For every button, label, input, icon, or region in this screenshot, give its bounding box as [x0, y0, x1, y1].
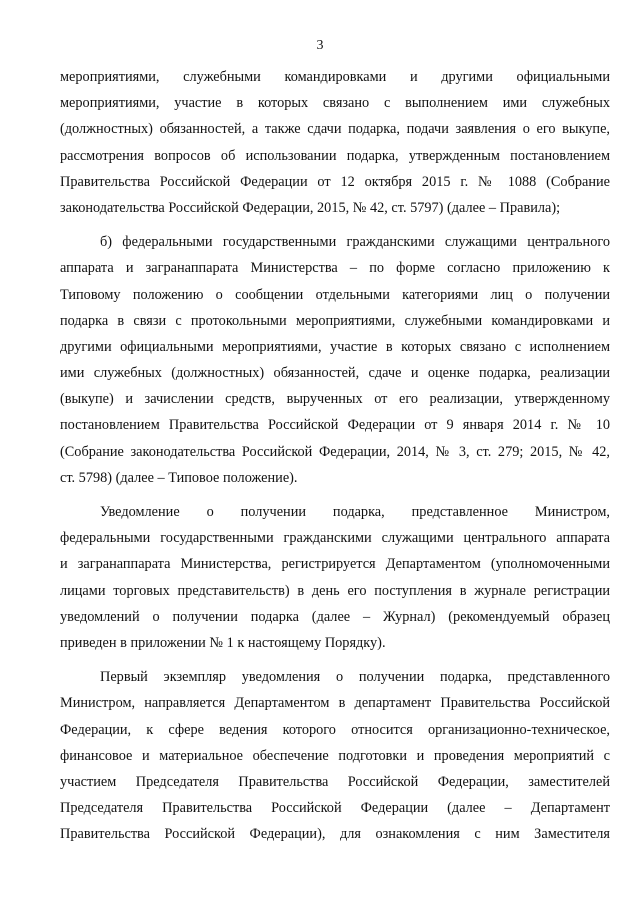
text-line: Первый экземпляр уведомления о получении подарка, представленного — [100, 669, 610, 686]
text-line: Министром, направляется Департаментом в департамент Правительства Российской — [60, 695, 610, 712]
text-line: финансовое и материальное обеспечение подготовки и проведения мероприятий с — [60, 747, 610, 764]
text-line: другими официальными мероприятиями, участие в которых связано с исполнением — [60, 338, 610, 355]
text-line: Федерации, к сфере ведения которого относится организационно-техническое, — [60, 721, 610, 738]
text-line: Правительства Российской Федерации), для ознакомления с ним Заместителя — [60, 826, 610, 843]
paragraph-gap — [60, 491, 610, 499]
text-line: законодательства Российской Федерации, 2015, № 42, ст. 5797) (далее – Правила); — [60, 199, 561, 216]
paragraph-gap — [60, 656, 610, 664]
text-line: ими служебных (должностных) обязанностей, сдаче и оценке подарка, реализации — [60, 365, 610, 382]
text-line: Председателя Правительства Российской Федерации (далее – Департамент — [60, 800, 610, 817]
text-line: (Собрание законодательства Российской Федерации, 2014, № 3, ст. 279; 2015, № 42, — [60, 443, 610, 460]
text-line: мероприятиями, участие в которых связано с выполнением ими служебных — [60, 95, 610, 112]
text-line: участием Председателя Правительства Российской Федерации, заместителей — [60, 773, 610, 790]
text-line: (выкупе) и зачислении средств, вырученных от его реализации, утвержденному — [60, 391, 610, 408]
paragraph — [60, 64, 610, 221]
paragraph — [60, 664, 610, 847]
text-line: подарка в связи с протокольными мероприятиями, служебными командировками и — [60, 312, 610, 329]
text-line: федеральными государственными гражданскими служащими центрального аппарата — [60, 530, 610, 547]
text-line: уведомлений о получении подарка (далее – Журнал) (рекомендуемый образец — [60, 608, 610, 625]
text-line: постановлением Правительства Российской Федерации от 9 января 2014 г. № 10 — [60, 417, 610, 434]
text-line: Типовому положению о сообщении отдельными категориями лиц о получении — [60, 286, 610, 303]
text-line: Уведомление о получении подарка, представленное Министром, — [100, 504, 610, 520]
text-line: лицами торговых представительств) в день его поступления в журнале регистрации — [60, 582, 610, 599]
paragraph-gap — [60, 221, 610, 229]
text-line: мероприятиями, служебными командировками и другими официальными — [60, 69, 610, 85]
paragraph — [60, 229, 610, 491]
text-line: аппарата и загранаппарата Министерства – по форме согласно приложению к — [60, 260, 610, 277]
text-line: ст. 5798) (далее – Типовое положение). — [60, 469, 298, 486]
text-line: (должностных) обязанностей, а также сдачи подарка, подачи заявления о его выкупе, — [60, 121, 610, 138]
page-number: 3 — [316, 38, 324, 53]
text-line: Правительства Российской Федерации от 12 октября 2015 г. № 1088 (Собрание — [60, 173, 610, 190]
paragraph — [60, 499, 610, 656]
text-line: и загранаппарата Министерства, регистрируется Департаментом (уполномоченными — [60, 556, 610, 573]
text-line: рассмотрения вопросов об использовании подарка, утвержденным постановлением — [60, 147, 610, 164]
text-line: приведен в приложении № 1 к настоящему Порядку). — [60, 634, 386, 651]
text-line: б) федеральными государственными гражданскими служащими центрального — [100, 234, 610, 251]
document-body — [60, 64, 610, 847]
